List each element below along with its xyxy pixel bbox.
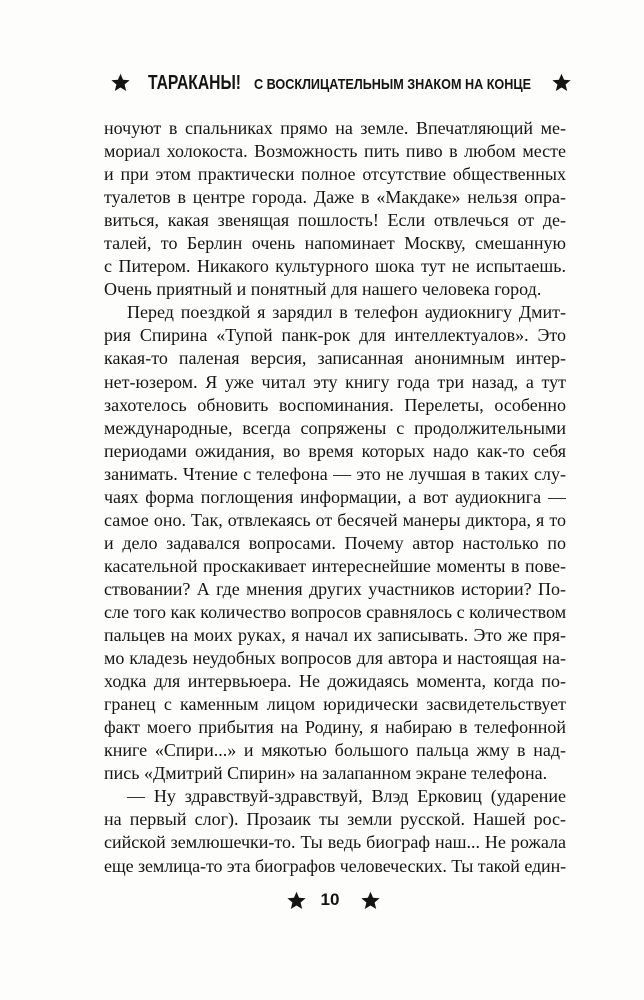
- running-header-title-text: ТАРАКАНЫ!: [148, 72, 241, 94]
- paragraph: [104, 117, 566, 301]
- text-line: какая-то паленая версия, записанная анонимным интер-: [104, 348, 566, 369]
- body-text: [104, 117, 566, 878]
- text-line: туалетов в центре города. Даже в «Макдаке» нельзя опра-: [104, 187, 566, 208]
- text-line: Очень приятный и понятный для нашего человека город.: [104, 279, 542, 300]
- star-icon: [361, 891, 380, 910]
- star-icon: [111, 73, 130, 92]
- text-line: международные, всегда сопряжены с продолжительными: [104, 417, 566, 438]
- running-header-title: [148, 73, 241, 93]
- text-line: на первый слог). Прозаик ты земли русской. Нашей рос-: [104, 809, 566, 830]
- text-line: еще землица-то эта биографов человеческих. Ты такой един-: [104, 855, 566, 876]
- text-line: мо кладезь неудобных вопросов для автора и настоящая на-: [104, 648, 566, 669]
- text-line: пальцев на моих руках, я начал их записывать. Это же пря-: [104, 625, 566, 646]
- text-line: периодами ожидания, во время которых надо как-то себя: [104, 440, 566, 461]
- text-line: сле того как количество вопросов сравнялось с количеством: [104, 601, 566, 622]
- text-line: гранец с каменным лицом юридически засвидетельствует: [104, 694, 566, 715]
- text-line: касательной проскакивает интереснейшие моменты в пове-: [104, 555, 566, 576]
- paragraph: [104, 301, 566, 785]
- text-line: талей, то Берлин очень напоминает Москву, смешанную: [104, 233, 566, 254]
- text-line: захотелось обновить воспоминания. Перелеты, особенно: [104, 394, 566, 415]
- text-line: мориал холокоста. Возможность пить пиво в любом месте: [104, 141, 566, 162]
- paragraph: [104, 785, 566, 877]
- text-line: самое оно. Так, отвлекаясь от бесячей манеры диктора, я то: [104, 509, 566, 530]
- text-line: чаях форма поглощения информации, а вот аудиокнига —: [104, 486, 566, 507]
- text-line: и дело задавался вопросами. Почему автор настолько по: [104, 532, 566, 553]
- text-line: занимать. Чтение с телефона — это не лучшая в таких слу-: [104, 463, 566, 484]
- star-icon: [552, 73, 571, 92]
- text-line: ночуют в спальниках прямо на земле. Впечатляющий ме-: [104, 118, 566, 138]
- text-line: Перед поездкой я зарядил в телефон аудиокнигу Дмит-: [127, 302, 566, 323]
- text-line: ходка для интервьюера. Не дожидаясь момента, когда по-: [104, 671, 566, 692]
- text-line: с Питером. Никакого культурного шока тут не испытаешь.: [104, 256, 566, 277]
- text-line: рия Спирина «Тупой панк-рок для интеллектуалов». Это: [104, 325, 566, 346]
- text-line: ствовании? А где мнения других участников истории? По-: [104, 578, 566, 599]
- running-header-subtitle-text: С ВОСКЛИЦАТЕЛЬНЫМ ЗНАКОМ НА КОНЦЕ: [254, 76, 531, 93]
- text-line: и при этом практически полное отсутствие общественных: [104, 164, 566, 185]
- text-line: факт моего прибытия на Родину, я набираю в телефонной: [104, 717, 566, 738]
- text-line: сийской землюшечки-то. Ты ведь биограф наш... Не рожала: [104, 832, 566, 853]
- running-header-subtitle: [254, 77, 531, 92]
- text-line: нет-юзером. Я уже читал эту книгу года три назад, а тут: [104, 371, 566, 392]
- text-line: книге «Спири...» и мякотью большого пальца жму в над-: [104, 740, 566, 761]
- text-line: — Ну здравствуй-здравствуй, Влэд Ерковиц (ударение: [127, 786, 566, 807]
- star-icon: [287, 891, 306, 910]
- text-line: пись «Дмитрий Спирин» на залапанном экране телефона.: [104, 763, 548, 784]
- page-number: 10: [320, 890, 340, 909]
- text-line: виться, какая звенящая пошлость! Если отвлечься от де-: [104, 210, 566, 231]
